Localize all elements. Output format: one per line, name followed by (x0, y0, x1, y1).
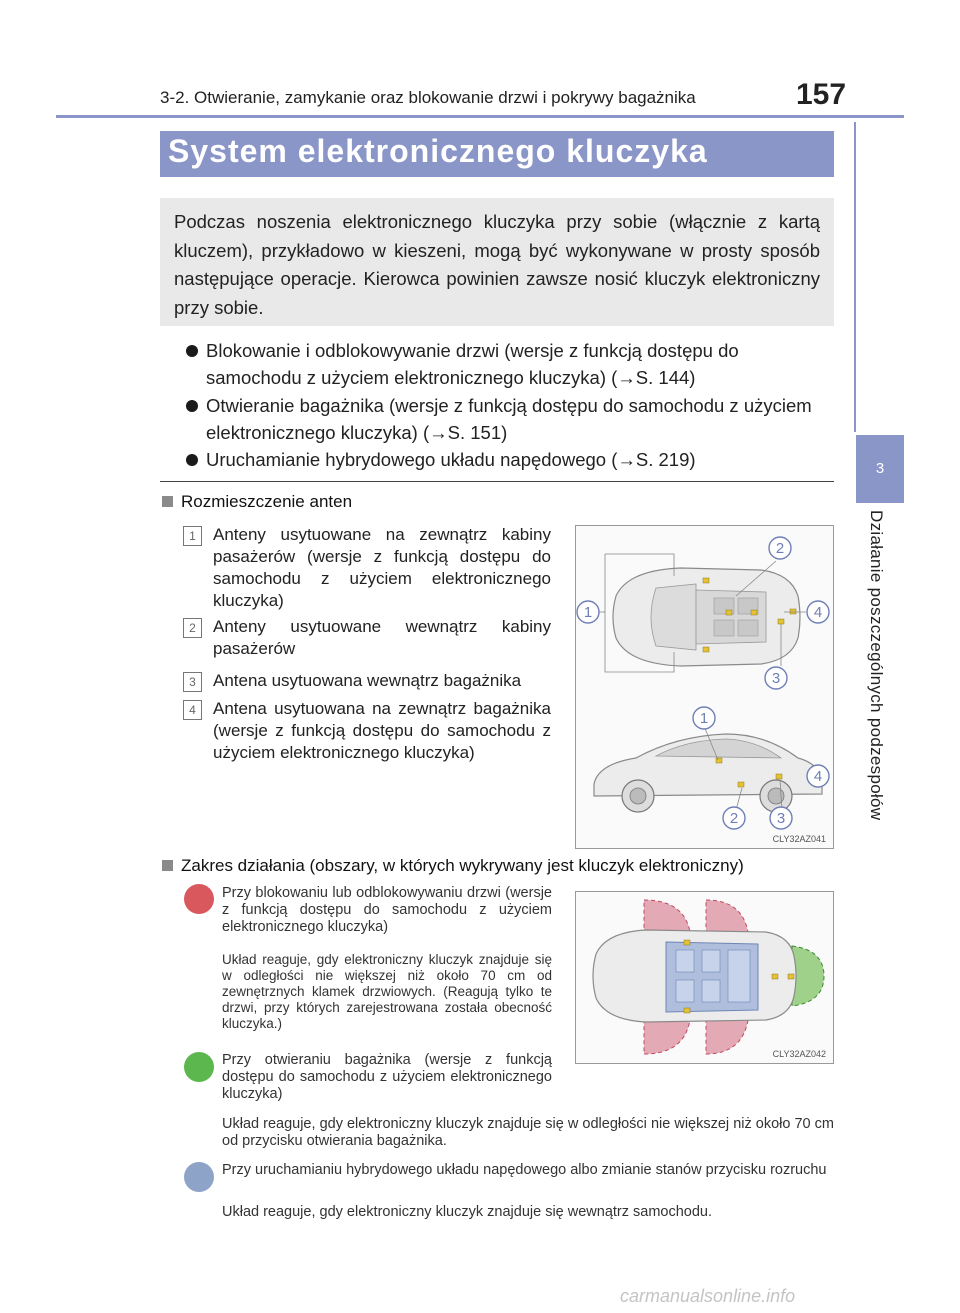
car-antenna-illustration (576, 526, 833, 848)
callout-number: 4 (183, 700, 202, 720)
bullet-item (186, 392, 838, 446)
callout-number: 1 (183, 526, 202, 546)
bullet-text: Otwieranie bagażnika (wersje z funkcją dostępu do samochodu z użyciem elektronicznego kluczyka) (→S. 151) (206, 395, 812, 443)
car-range-illustration (576, 892, 833, 1063)
figure-code: CLY32AZ042 (772, 1049, 826, 1059)
callout-label: 3 (776, 810, 786, 827)
header-rule (56, 115, 904, 118)
callout-label: 4 (813, 768, 823, 785)
chapter-label: Działanie poszczególnych podzespołów (867, 510, 886, 821)
callout-number: 3 (183, 672, 202, 692)
figure-code: CLY32AZ041 (772, 834, 826, 844)
square-bullet-icon (162, 860, 173, 871)
square-bullet-icon (162, 496, 173, 507)
antenna-heading (162, 492, 352, 512)
callout-label: 2 (729, 810, 739, 827)
bullet-dot-icon (186, 345, 198, 357)
callout-label: 2 (775, 540, 785, 557)
zone-description: Układ reaguje, gdy elektroniczny kluczyk znajduje się w odległości nie większej niż około 70 cm od zewnętrznych klamek drzwiowych. (Reagują tylko te drzwi, przy których zarejestrowana została obecność kluczyka.) (222, 952, 552, 1031)
page-number: 157 (796, 78, 847, 111)
callout-label: 3 (771, 670, 781, 687)
antenna-item-text: Antena usytuowana na zewnątrz bagażnika (wersje z funkcją dostępu do samochodu z użyciem elektronicznego kluczyka) (213, 699, 551, 762)
bullet-item (186, 337, 838, 391)
bullet-dot-icon (186, 400, 198, 412)
zone-title: Przy otwieraniu bagażnika (wersje z funkcją dostępu do samochodu z użyciem elektronicznego kluczyka) (222, 1052, 552, 1102)
zone-description: Układ reaguje, gdy elektroniczny kluczyk znajduje się wewnątrz samochodu. (222, 1204, 713, 1220)
footer-watermark[interactable]: carmanualsonline.info (620, 1286, 796, 1306)
callout-label: 1 (583, 604, 593, 621)
range-figure (575, 891, 834, 1064)
callout-number: 2 (183, 618, 202, 638)
bullet-text: Blokowanie i odblokowywanie drzwi (wersje z funkcją dostępu do samochodu z użyciem elektronicznego kluczyka) (→S. 144) (206, 340, 739, 388)
running-header: 3-2. Otwieranie, zamykanie oraz blokowanie drzwi i pokrywy bagażnika (160, 88, 696, 107)
intro-text: Podczas noszenia elektronicznego kluczyka przy sobie (włącznie z kartą kluczem), przykładowo w kieszeni, mogą być wykonywane w prosty sposób następujące operacje. Kierowca powinien zawsze nosić kluczyk elektroniczny przy sobie. (174, 211, 820, 318)
car-top-view (598, 554, 806, 672)
blue-zone-marker-icon (184, 1162, 214, 1192)
antenna-figure (575, 525, 834, 849)
antenna-item-text: Anteny usytuowane na zewnątrz kabiny pasażerów (wersje z funkcją dostępu do samochodu z użyciem elektronicznego kluczyka) (213, 525, 551, 610)
car-side-view (594, 726, 822, 812)
zone-description: Układ reaguje, gdy elektroniczny kluczyk znajduje się w odległości nie większej niż około 70 cm od przycisku otwierania bagażnika. (222, 1116, 834, 1149)
bullet-dot-icon (186, 454, 198, 466)
antenna-heading-text: Rozmieszczenie anten (181, 492, 353, 511)
zone-title: Przy uruchamianiu hybrydowego układu napędowego albo zmianie stanów przycisku rozruchu (222, 1162, 827, 1178)
antenna-item-text: Anteny usytuowane wewnątrz kabiny pasażerów (213, 617, 551, 658)
red-zone-marker-icon (184, 884, 214, 914)
antenna-item-text: Antena usytuowana wewnątrz bagażnika (213, 671, 522, 690)
callout-label: 4 (813, 604, 823, 621)
bullet-text: Uruchamianie hybrydowego układu napędowego (→S. 219) (206, 449, 696, 470)
green-zone-marker-icon (184, 1052, 214, 1082)
section-divider (160, 481, 834, 482)
page-title: System elektronicznego kluczyka (168, 133, 708, 169)
callout-label: 1 (699, 710, 709, 727)
chapter-label-wrap (856, 510, 904, 870)
range-heading (162, 856, 744, 876)
side-rule (854, 122, 856, 432)
range-heading-text: Zakres działania (obszary, w których wykrywany jest kluczyk elektroniczny) (181, 856, 744, 875)
zone-title: Przy blokowaniu lub odblokowywaniu drzwi (wersje z funkcją dostępu do samochodu z użyciem elektronicznego kluczyka) (222, 885, 552, 935)
bullet-item (186, 446, 838, 473)
chapter-tab[interactable]: 3 (856, 435, 904, 503)
